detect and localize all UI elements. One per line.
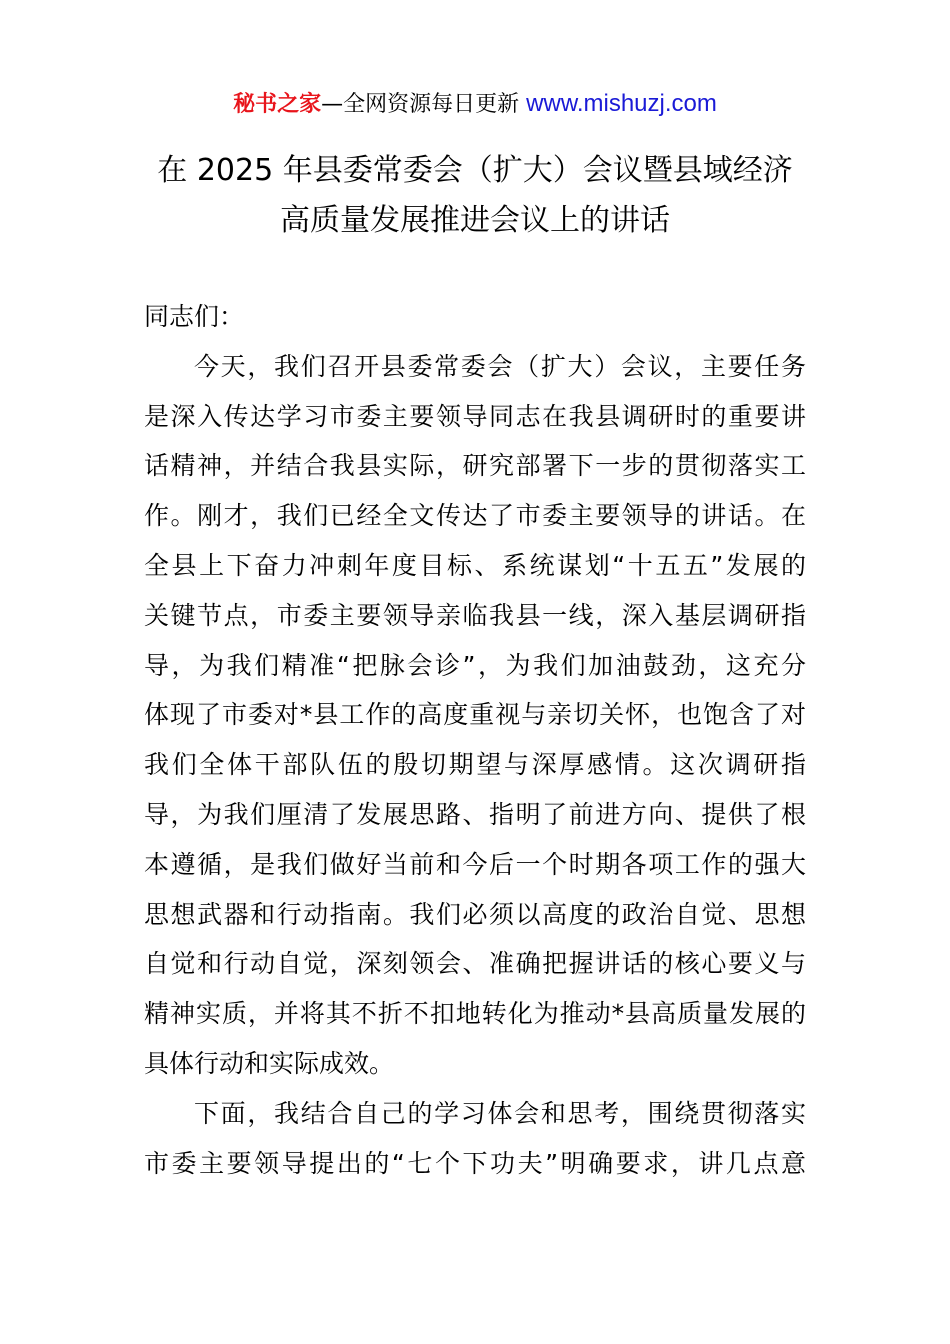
paragraph-line: 话精神，并结合我县实际，研究部署下一步的贯彻落实工 [144, 451, 806, 481]
salutation: 同志们： [144, 302, 245, 331]
paragraph-line: 作。刚才，我们已经全文传达了市委主要领导的讲话。在 [144, 501, 806, 531]
site-url-link[interactable]: www.mishuzj.com [526, 90, 717, 117]
document-title [0, 146, 950, 246]
paragraph-line: 体现了市委对*县工作的高度重视与亲切关怀，也饱含了对 [144, 700, 806, 730]
paragraph-line: 本遵循，是我们做好当前和今后一个时期各项工作的强大 [144, 849, 806, 879]
site-header [0, 88, 950, 121]
header-tagline: —全网资源每日更新 [321, 92, 527, 117]
paragraph-line: 导，为我们厘清了发展思路、指明了前进方向、提供了根 [144, 799, 806, 829]
paragraph-line: 今天，我们召开县委常委会（扩大）会议，主要任务 [194, 351, 806, 381]
paragraph-line: 思想武器和行动指南。我们必须以高度的政治自觉、思想 [144, 899, 806, 929]
paragraph-line: 我们全体干部队伍的殷切期望与深厚感情。这次调研指 [144, 750, 806, 780]
paragraph-line: 具体行动和实际成效。 [144, 1048, 395, 1078]
paragraph-line: 自觉和行动自觉，深刻领会、准确把握讲话的核心要义与 [144, 949, 806, 979]
paragraph-line: 导，为我们精准“把脉会诊”，为我们加油鼓劲，这充分 [144, 650, 806, 680]
paragraph-line: 精神实质，并将其不折不扣地转化为推动*县高质量发展的 [144, 999, 806, 1029]
paragraph-line: 是深入传达学习市委主要领导同志在我县调研时的重要讲 [144, 401, 806, 431]
title-line-1: 在 2025 年县委常委会（扩大）会议暨县域经济 [157, 153, 793, 188]
paragraph-line: 全县上下奋力冲刺年度目标、系统谋划“十五五”发展的 [144, 550, 806, 580]
paragraph-line: 市委主要领导提出的“七个下功夫”明确要求，讲几点意 [144, 1148, 806, 1178]
document-body [144, 292, 806, 1188]
title-line-2: 高质量发展推进会议上的讲话 [280, 203, 670, 238]
paragraph-line: 下面，我结合自己的学习体会和思考，围绕贯彻落实 [194, 1098, 806, 1128]
brand-logo-text: 秘书之家 [233, 92, 322, 117]
paragraph-line: 关键节点，市委主要领导亲临我县一线，深入基层调研指 [144, 600, 806, 630]
